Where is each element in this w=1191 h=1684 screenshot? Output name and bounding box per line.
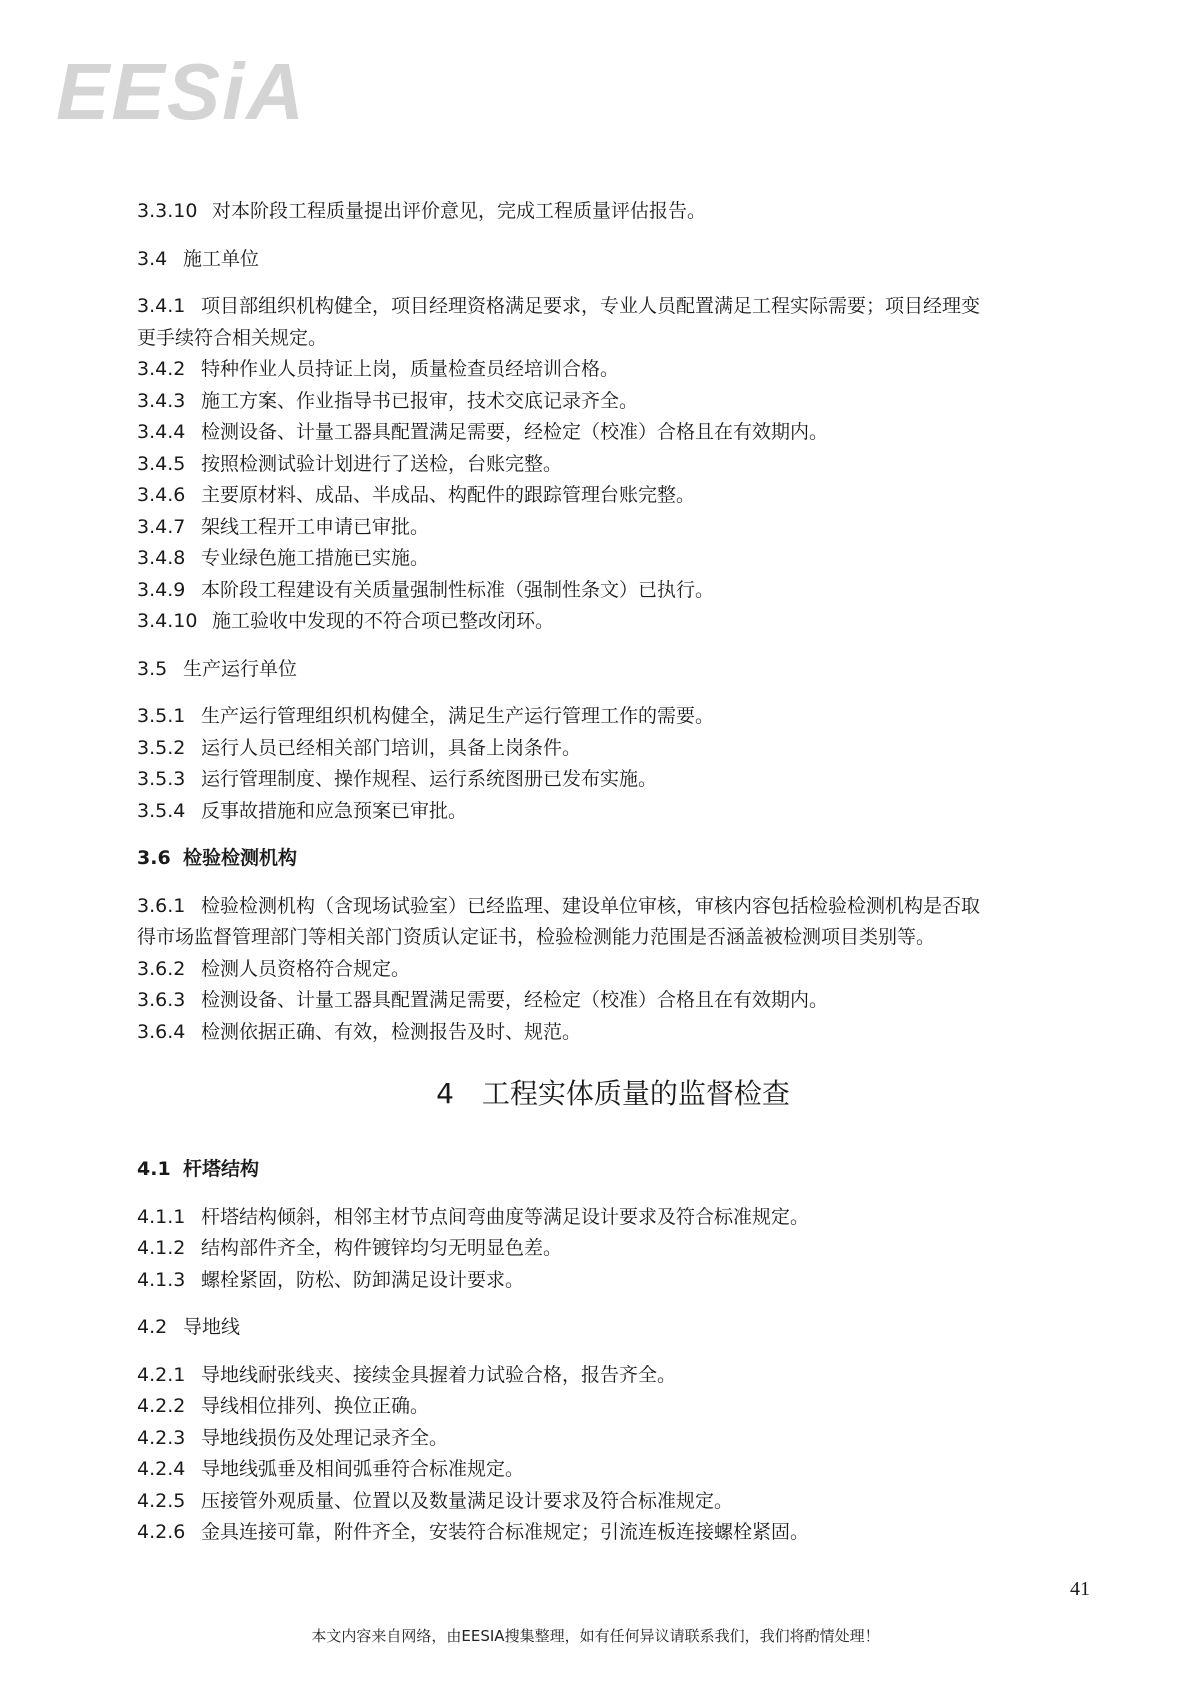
clause-item xyxy=(137,1423,1089,1455)
clause-number: 3.4.8 xyxy=(137,547,186,569)
clause-number: 4.2.3 xyxy=(137,1426,186,1449)
clause-text: 导地线耐张线夹、接续金具握着力试验合格，报告齐全。 xyxy=(201,1363,677,1386)
clause-number: 3.4.6 xyxy=(137,484,186,506)
clause-number: 3.4.3 xyxy=(137,389,186,412)
clause-text: 反事故措施和应急预案已审批。 xyxy=(201,799,468,822)
clause-text: 施工方案、作业指导书已报审，技术交底记录齐全。 xyxy=(201,389,639,412)
clause-number: 4.1.1 xyxy=(137,1205,186,1228)
clause-item xyxy=(137,480,1089,512)
clause-number: 3.4.7 xyxy=(137,515,186,538)
section-title: 检验检测机构 xyxy=(183,847,298,869)
clause-text: 按照检测试验计划进行了送检，台账完整。 xyxy=(201,452,563,475)
clause-text: 主要原材料、成品、半成品、构配件的跟踪管理台账完整。 xyxy=(201,484,696,506)
clause-number: 3.6.1 xyxy=(137,894,186,917)
eesia-logo: EESiA xyxy=(56,47,307,136)
clause-item xyxy=(137,1017,1089,1049)
section-title: 杆塔结构 xyxy=(183,1158,260,1180)
clause-text-continued: 更手续符合相关规定。 xyxy=(137,326,328,349)
clause-number: 4.1.3 xyxy=(137,1268,186,1291)
clause-text: 螺栓紧固，防松、防卸满足设计要求。 xyxy=(201,1268,525,1291)
section-number: 3.4 xyxy=(137,247,168,270)
clause-item xyxy=(137,575,1089,607)
clause-item xyxy=(137,1360,1089,1392)
clause-item xyxy=(137,796,1089,828)
clause-number: 3.5.4 xyxy=(137,799,186,822)
clause-text: 压接管外观质量、位置以及数量满足设计要求及符合标准规定。 xyxy=(201,1489,734,1512)
clause-number: 3.4.5 xyxy=(137,452,186,475)
clause-number: 4.2.5 xyxy=(137,1489,186,1512)
page-number: 41 xyxy=(1070,1578,1090,1600)
clause-text: 导地线弧垂及相间弧垂符合标准规定。 xyxy=(201,1458,525,1480)
clause-text: 检测设备、计量工器具配置满足需要，经检定（校准）合格且在有效期内。 xyxy=(201,421,829,443)
clause-text: 结构部件齐全，构件镀锌均匀无明显色差。 xyxy=(201,1237,563,1259)
clause-text: 架线工程开工申请已审批。 xyxy=(201,515,430,538)
clause-item xyxy=(137,1202,1089,1234)
section-heading xyxy=(137,244,1089,276)
clause-text: 运行人员已经相关部门培训，具备上岗条件。 xyxy=(201,736,582,759)
clause-text: 检验检测机构（含现场试验室）已经监理、建设单位审核，审核内容包括检验检测机构是否取 xyxy=(201,894,981,917)
chapter-number: 4 xyxy=(436,1077,454,1110)
clause-item xyxy=(137,1265,1089,1297)
clause-number: 4.2.2 xyxy=(137,1395,186,1417)
clause-number: 3.4.10 xyxy=(137,610,198,632)
section-title: 生产运行单位 xyxy=(183,657,298,680)
clause-item xyxy=(137,733,1089,765)
clause-item xyxy=(137,985,1089,1017)
clause-number: 4.1.2 xyxy=(137,1237,186,1259)
clause-item xyxy=(137,449,1089,481)
clause-number: 4.2.1 xyxy=(137,1363,186,1386)
section-number: 4.1 xyxy=(137,1158,171,1180)
section-heading xyxy=(137,654,1089,686)
clause-text: 金具连接可靠，附件齐全，安装符合标准规定；引流连板连接螺栓紧固。 xyxy=(201,1521,810,1543)
section-number: 3.6 xyxy=(137,847,171,869)
clause-item xyxy=(137,354,1089,386)
clause-text: 项目部组织机构健全，项目经理资格满足要求，专业人员配置满足工程实际需要；项目经理变 xyxy=(201,295,981,317)
clause-text: 特种作业人员持证上岗，质量检查员经培训合格。 xyxy=(201,358,620,380)
clause-number: 3.3.10 xyxy=(137,200,198,222)
section-number: 4.2 xyxy=(137,1316,168,1338)
clause-item xyxy=(137,543,1089,575)
clause-item xyxy=(137,1486,1089,1518)
clause-item xyxy=(137,1233,1089,1265)
clause-item xyxy=(137,1454,1089,1486)
clause-text: 运行管理制度、操作规程、运行系统图册已发布实施。 xyxy=(201,768,658,790)
clause-text: 导线相位排列、换位正确。 xyxy=(201,1395,430,1417)
clause-number: 4.2.4 xyxy=(137,1458,186,1480)
clause-text: 本阶段工程建设有关质量强制性标准（强制性条文）已执行。 xyxy=(201,578,715,601)
clause-text: 对本阶段工程质量提出评价意见，完成工程质量评估报告。 xyxy=(212,200,707,222)
chapter-heading xyxy=(137,1074,1089,1114)
clause-number: 3.5.2 xyxy=(137,736,186,759)
clause-item xyxy=(137,196,1089,228)
footer-disclaimer: 本文内容来自网络，由EESIA搜集整理，如有任何异议请联系我们，我们将酌情处理！ xyxy=(311,1627,880,1645)
clause-number: 3.6.2 xyxy=(137,957,186,980)
clause-number: 3.6.4 xyxy=(137,1020,186,1043)
clause-text: 杆塔结构倾斜，相邻主材节点间弯曲度等满足设计要求及符合标准规定。 xyxy=(201,1205,810,1228)
section-heading xyxy=(137,843,1089,875)
section-heading xyxy=(137,1154,1089,1186)
clause-text: 导地线损伤及处理记录齐全。 xyxy=(201,1426,449,1449)
clause-text-continued: 得市场监督管理部门等相关部门资质认定证书，检验检测能力范围是否涵盖被检测项目类别等。 xyxy=(137,926,936,948)
clause-paragraph xyxy=(137,891,1089,954)
section-title: 施工单位 xyxy=(183,247,260,270)
chapter-title: 工程实体质量的监督检查 xyxy=(481,1077,790,1110)
clause-number: 3.4.4 xyxy=(137,421,186,443)
clause-number: 3.4.2 xyxy=(137,358,186,380)
clause-item xyxy=(137,764,1089,796)
clause-number: 3.4.9 xyxy=(137,578,186,601)
clause-item xyxy=(137,417,1089,449)
section-heading xyxy=(137,1312,1089,1344)
clause-number: 4.2.6 xyxy=(137,1521,186,1543)
clause-item xyxy=(137,1391,1089,1423)
document-body xyxy=(137,196,1089,1549)
clause-item xyxy=(137,386,1089,418)
clause-text: 检测依据正确、有效，检测报告及时、规范。 xyxy=(201,1020,582,1043)
clause-text: 检测人员资格符合规定。 xyxy=(201,957,411,980)
clause-paragraph xyxy=(137,291,1089,354)
clause-item xyxy=(137,606,1089,638)
clause-text: 检测设备、计量工器具配置满足需要，经检定（校准）合格且在有效期内。 xyxy=(201,989,829,1011)
clause-number: 3.4.1 xyxy=(137,295,186,317)
clause-text: 施工验收中发现的不符合项已整改闭环。 xyxy=(212,610,555,632)
clause-item xyxy=(137,1517,1089,1549)
clause-number: 3.6.3 xyxy=(137,989,186,1011)
section-title: 导地线 xyxy=(183,1316,241,1338)
clause-item xyxy=(137,701,1089,733)
section-number: 3.5 xyxy=(137,657,168,680)
clause-text: 专业绿色施工措施已实施。 xyxy=(201,547,430,569)
clause-item xyxy=(137,954,1089,986)
clause-text: 生产运行管理组织机构健全，满足生产运行管理工作的需要。 xyxy=(201,705,715,727)
clause-number: 3.5.3 xyxy=(137,768,186,790)
clause-item xyxy=(137,512,1089,544)
clause-number: 3.5.1 xyxy=(137,705,186,727)
